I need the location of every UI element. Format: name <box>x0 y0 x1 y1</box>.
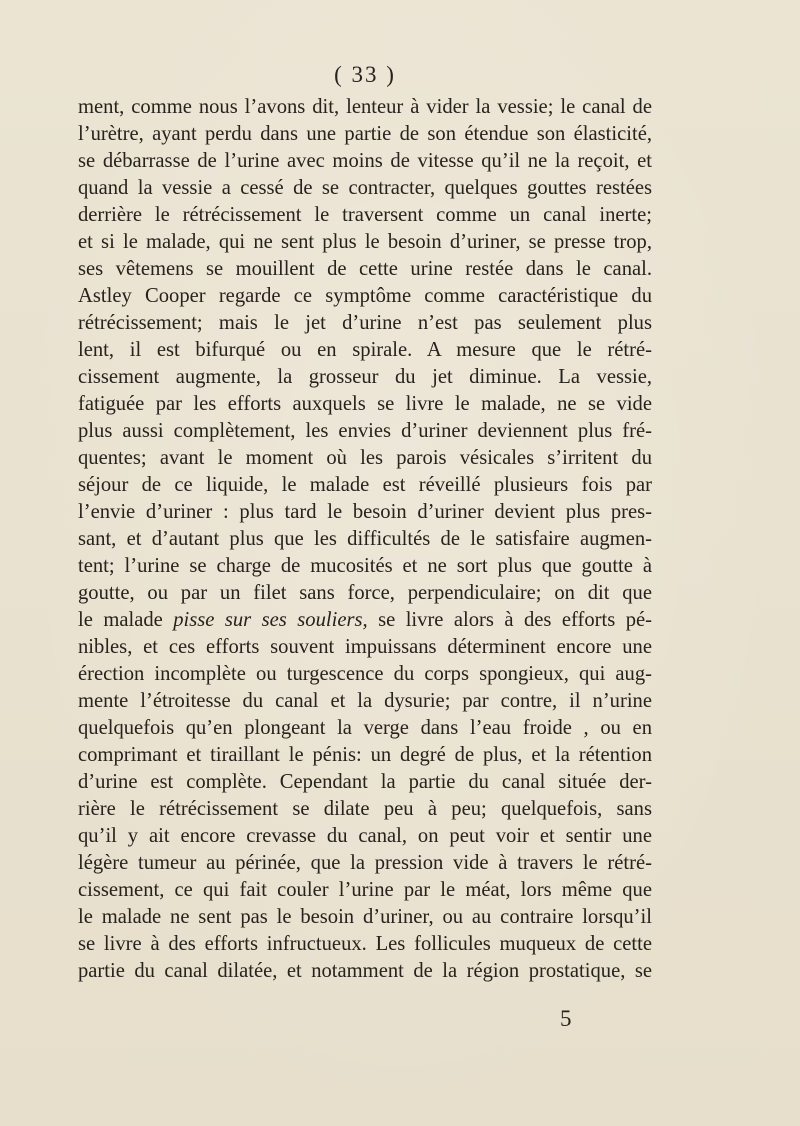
text-line: le malade ne sent pas le besoin d’uriner, ou au contraire lorsqu’il <box>78 906 652 928</box>
italic-phrase: pisse sur ses souliers, <box>173 609 368 631</box>
text-segment: le malade <box>78 609 174 631</box>
text-line: qu’il y ait encore crevasse du canal, on peut voir et sentir une <box>78 825 652 847</box>
text-line: lent, il est bifurqué ou en spirale. A mesure que le rétré- <box>78 339 652 361</box>
signature-mark: 5 <box>560 1006 572 1031</box>
text-line: tent; l’urine se charge de mucosités et ne sort plus que goutte à <box>78 555 652 577</box>
text-line: Astley Cooper regarde ce symptôme comme caractéristique du <box>78 285 652 307</box>
text-line: mente l’étroitesse du canal et la dysurie; par contre, il n’urine <box>78 690 652 712</box>
text-line: séjour de ce liquide, le malade est réveillé plusieurs fois par <box>78 474 652 496</box>
text-line: rière le rétrécissement se dilate peu à peu; quelquefois, sans <box>78 798 652 820</box>
text-line: cissement, ce qui fait couler l’urine par le méat, lors même que <box>78 879 652 901</box>
text-line: ses vêtemens se mouillent de cette urine restée dans le canal. <box>78 258 652 280</box>
text-line: fatiguée par les efforts auxquels se livre le malade, ne se vide <box>78 393 652 415</box>
text-line: plus aussi complètement, les envies d’uriner deviennent plus fré- <box>78 420 652 442</box>
text-line: partie du canal dilatée, et notamment de la région prostatique, se <box>78 960 652 982</box>
text-line: ment, comme nous l’avons dit, lenteur à vider la vessie; le canal de <box>78 96 652 118</box>
text-line: l’urètre, ayant perdu dans une partie de son étendue son élasticité, <box>78 123 652 145</box>
text-line: d’urine est complète. Cependant la partie du canal située der- <box>78 771 652 793</box>
text-line: et si le malade, qui ne sent plus le besoin d’uriner, se presse trop, <box>78 231 652 253</box>
text-line: nibles, et ces efforts souvent impuissans déterminent encore une <box>78 636 652 658</box>
text-line: cissement augmente, la grosseur du jet diminue. La vessie, <box>78 366 652 388</box>
page-number: ( 33 ) <box>334 62 396 87</box>
text-line: quand la vessie a cessé de se contracter, quelques gouttes restées <box>78 177 652 199</box>
text-line <box>78 607 652 634</box>
text-line: se débarrasse de l’urine avec moins de vitesse qu’il ne la reçoit, et <box>78 150 652 172</box>
body-text <box>78 94 652 985</box>
text-line: érection incomplète ou turgescence du corps spongieux, qui aug- <box>78 663 652 685</box>
text-segment: se livre alors à des efforts pé- <box>367 609 652 631</box>
text-line: l’envie d’uriner : plus tard le besoin d’uriner devient plus pres- <box>78 501 652 523</box>
text-line: quelquefois qu’en plongeant la verge dans l’eau froide , ou en <box>78 717 652 739</box>
text-line: légère tumeur au périnée, que la pression vide à travers le rétré- <box>78 852 652 874</box>
text-line: se livre à des efforts infructueux. Les follicules muqueux de cette <box>78 933 652 955</box>
text-line: derrière le rétrécissement le traversent comme un canal inerte; <box>78 204 652 226</box>
text-line: quentes; avant le moment où les parois vésicales s’irritent du <box>78 447 652 469</box>
text-line: comprimant et tiraillant le pénis: un degré de plus, et la rétention <box>78 744 652 766</box>
text-line: rétrécissement; mais le jet d’urine n’est pas seulement plus <box>78 312 652 334</box>
text-line: sant, et d’autant plus que les difficultés de le satisfaire augmen- <box>78 528 652 550</box>
text-line: goutte, ou par un filet sans force, perpendiculaire; on dit que <box>78 582 652 604</box>
